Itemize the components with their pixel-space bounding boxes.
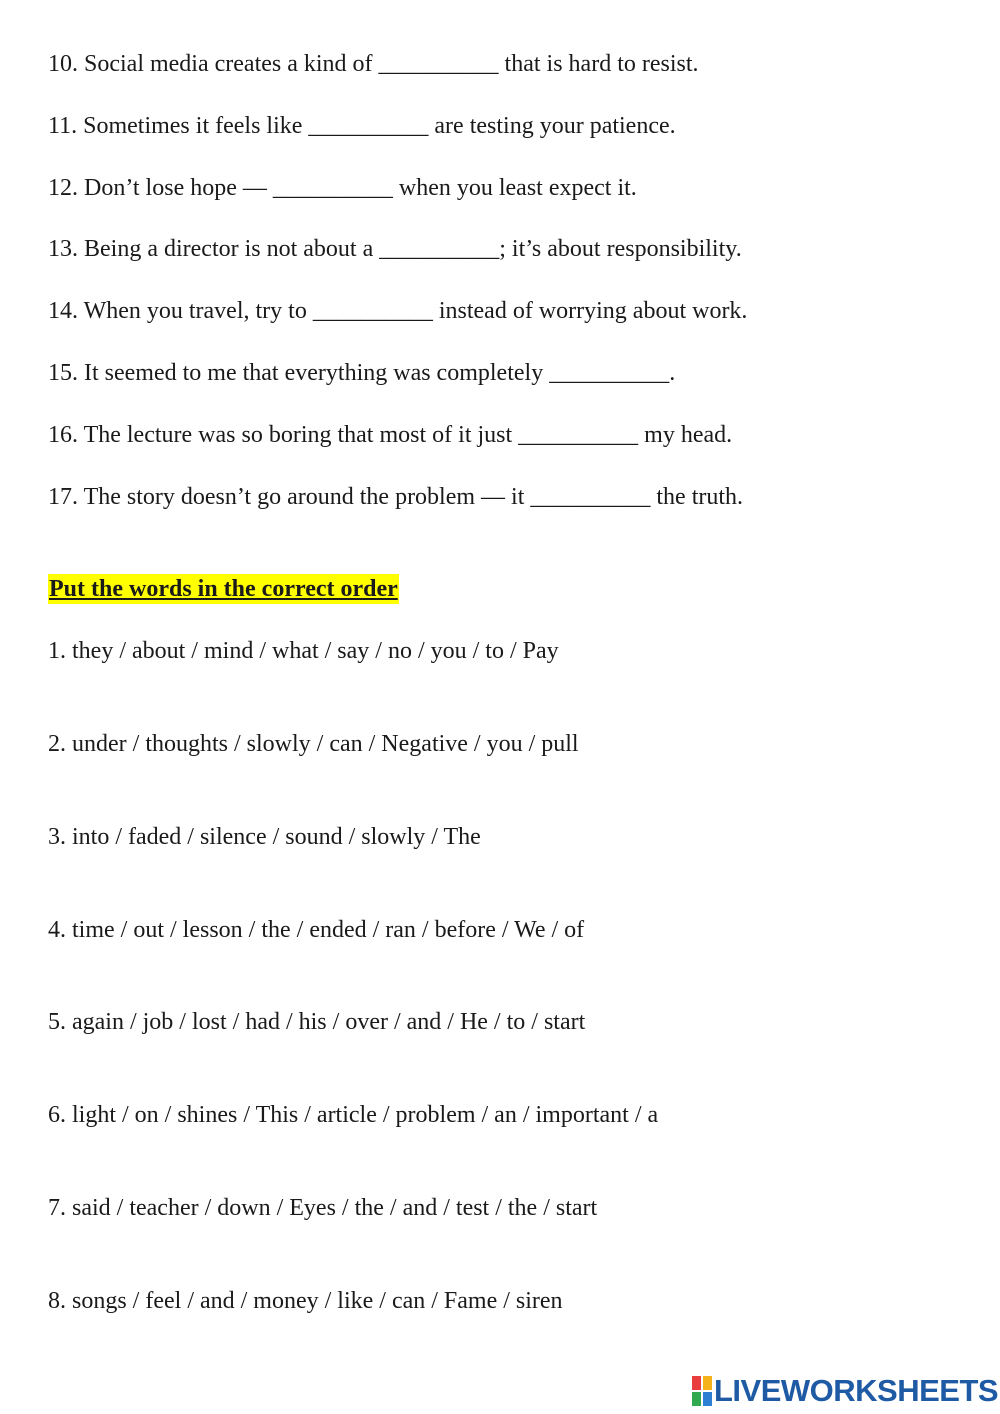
fill-in-sentence-11: 11. Sometimes it feels like __________ are testing your patience.: [48, 113, 676, 139]
word-order-item-1: 1. they / about / mind / what / say / no / you / to / Pay: [48, 638, 559, 664]
word-order-item-2: 2. under / thoughts / slowly / can / Negative / you / pull: [48, 731, 579, 757]
liveworksheets-logo: [692, 1374, 998, 1408]
liveworksheets-logo-mark-icon: [692, 1376, 712, 1406]
section-heading-word-order: Put the words in the correct order: [49, 576, 398, 602]
word-order-item-8: 8. songs / feel / and / money / like / can / Fame / siren: [48, 1288, 563, 1314]
word-order-item-5: 5. again / job / lost / had / his / over / and / He / to / start: [48, 1009, 586, 1035]
word-order-item-7: 7. said / teacher / down / Eyes / the / and / test / the / start: [48, 1195, 598, 1221]
word-order-item-6: 6. light / on / shines / This / article / problem / an / important / a: [48, 1102, 659, 1128]
liveworksheets-logo-text: LIVEWORKSHEETS: [714, 1373, 999, 1408]
fill-in-sentence-15: 15. It seemed to me that everything was completely __________.: [48, 360, 676, 386]
fill-in-sentence-16: 16. The lecture was so boring that most of it just __________ my head.: [48, 422, 733, 448]
fill-in-sentence-17: 17. The story doesn’t go around the problem — it __________ the truth.: [48, 484, 744, 510]
fill-in-sentence-12: 12. Don’t lose hope — __________ when you least expect it.: [48, 175, 637, 201]
word-order-item-3: 3. into / faded / silence / sound / slowly / The: [48, 824, 481, 850]
fill-in-sentence-10: 10. Social media creates a kind of __________ that is hard to resist.: [48, 51, 699, 77]
fill-in-sentence-13: 13. Being a director is not about a __________; it’s about responsibility.: [48, 236, 742, 262]
fill-in-sentence-14: 14. When you travel, try to __________ instead of worrying about work.: [48, 298, 748, 324]
word-order-item-4: 4. time / out / lesson / the / ended / ran / before / We / of: [48, 917, 585, 943]
